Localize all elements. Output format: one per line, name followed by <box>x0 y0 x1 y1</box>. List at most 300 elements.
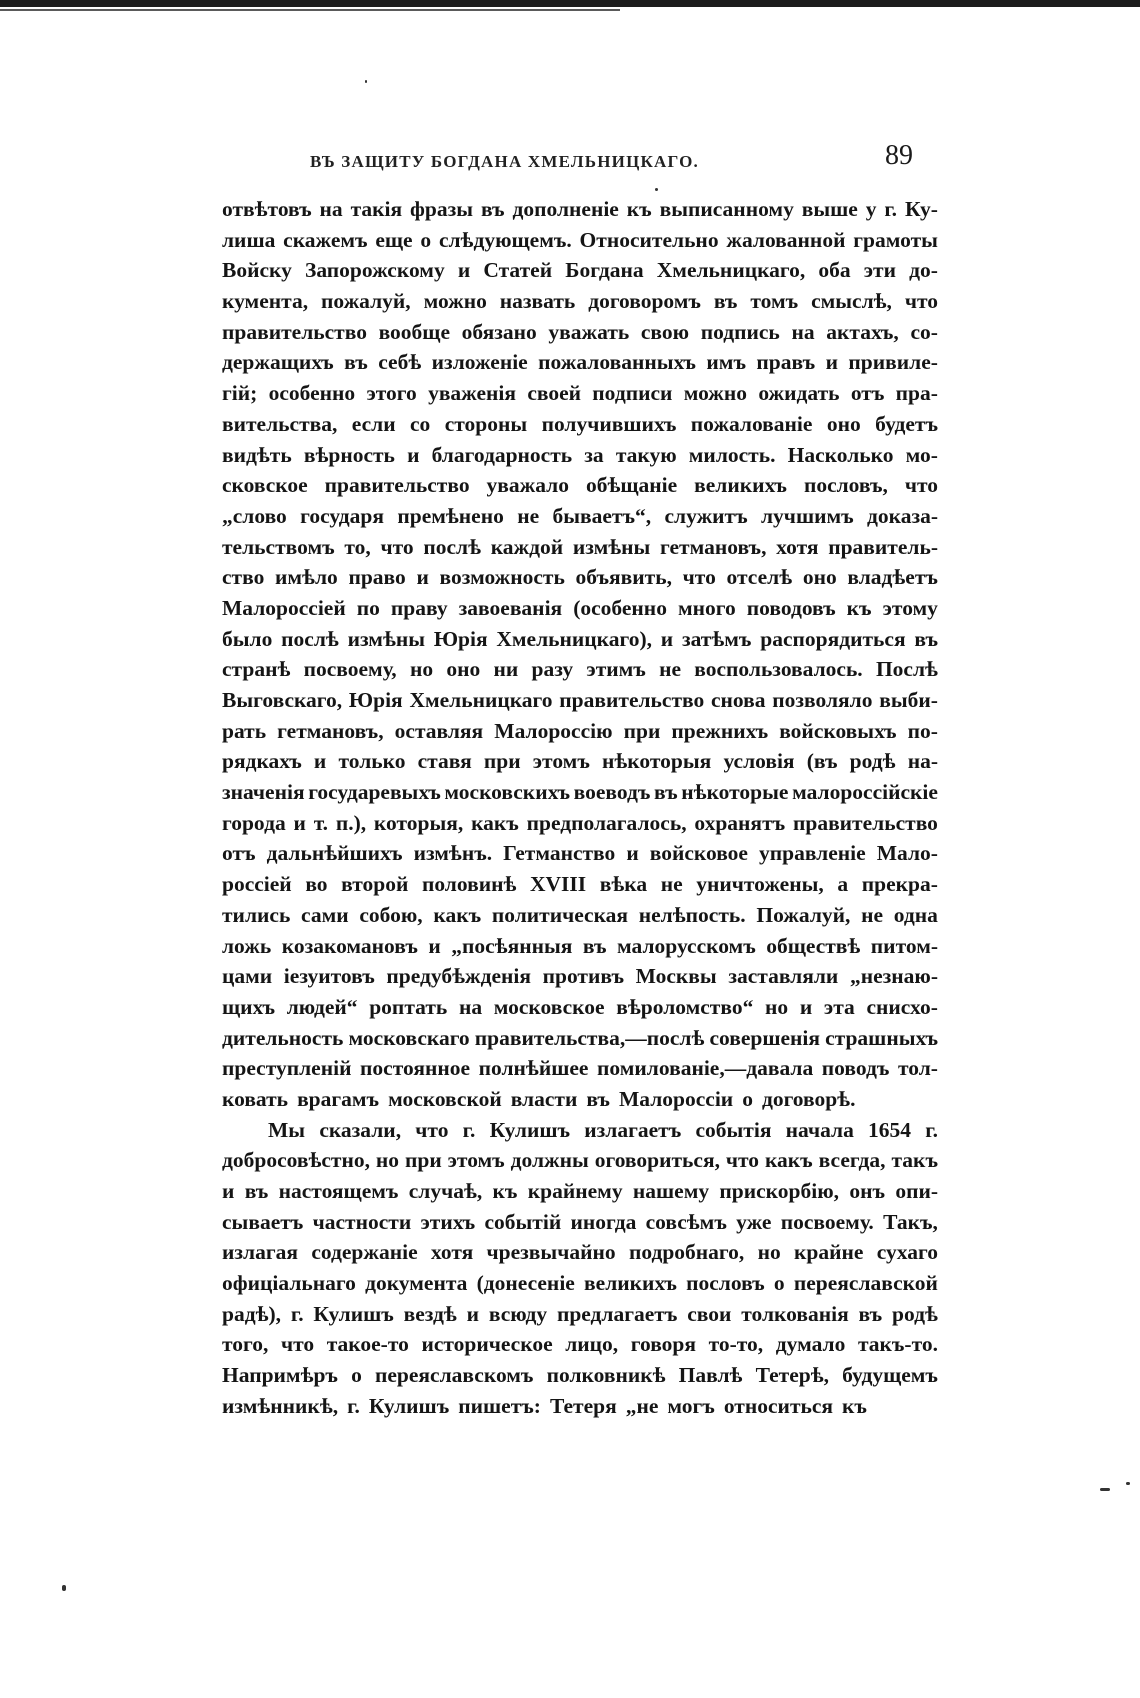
word: Такъ, <box>883 1209 938 1234</box>
word: Мы <box>268 1117 306 1142</box>
word: и <box>407 442 420 467</box>
word: подробнаго, <box>628 1240 745 1265</box>
word: милость. <box>688 442 776 467</box>
word: томъ <box>750 289 799 314</box>
word: Хмельницкаго), <box>496 626 653 651</box>
word: отъ <box>222 841 256 866</box>
word: такъ <box>891 1148 938 1173</box>
word: помилованіе,—давала <box>597 1056 814 1081</box>
word: подписи <box>592 381 673 406</box>
word: фразы <box>410 197 474 221</box>
word: половинѣ <box>421 872 517 897</box>
word: а <box>837 872 849 897</box>
text-line <box>222 532 938 563</box>
word: Малороссіи <box>618 1086 734 1111</box>
text-line <box>222 378 938 409</box>
word: г. <box>925 1117 938 1142</box>
word: пословъ, <box>803 473 888 498</box>
word: Кулишъ <box>313 1301 394 1326</box>
text-line <box>222 1237 938 1268</box>
word: завоеванія <box>458 595 563 620</box>
word: „незнаю- <box>849 964 938 989</box>
word: къ <box>842 1393 867 1418</box>
word: г. <box>347 1393 360 1418</box>
word: къ <box>492 1179 518 1203</box>
word: Богдана <box>565 258 644 283</box>
word: лиша <box>222 227 276 252</box>
word: всегда, <box>818 1148 886 1173</box>
word: Запорожскому <box>304 258 445 283</box>
word: ожидать <box>758 381 840 406</box>
word: о <box>420 227 432 252</box>
word: нашему <box>632 1179 710 1203</box>
word: будущемъ <box>842 1363 938 1388</box>
word: пожалованныхъ <box>538 350 696 375</box>
word: договорѣ. <box>761 1086 856 1111</box>
word: на <box>458 994 483 1019</box>
text-line <box>222 470 938 501</box>
word: и <box>466 1301 480 1326</box>
word: „слово <box>222 503 287 528</box>
word: войсковыхъ <box>779 718 897 743</box>
word: премѣнено <box>397 503 504 528</box>
word: Статей <box>483 258 553 283</box>
word: то-то, <box>708 1332 764 1357</box>
word: Насколько <box>787 442 894 467</box>
word: малорусскомъ <box>617 933 756 958</box>
word: но <box>757 1240 781 1265</box>
word: праву <box>390 595 448 620</box>
text-line <box>222 716 938 747</box>
word: города <box>222 810 286 835</box>
word: такое-то <box>326 1332 409 1357</box>
word: снова <box>711 688 766 712</box>
word: у <box>865 197 877 221</box>
word: предполагалось, <box>526 810 687 835</box>
word: со <box>410 411 431 436</box>
word: выби- <box>879 688 938 712</box>
word: п.), <box>335 810 367 835</box>
word: имѣло <box>275 565 338 590</box>
text-line <box>222 992 938 1023</box>
word: Малороссіей <box>222 595 346 620</box>
word: какъ <box>471 810 519 835</box>
word: рать <box>222 718 267 743</box>
word: о <box>742 1086 753 1111</box>
word: измѣны <box>572 534 651 559</box>
word: дополненіе <box>512 197 619 221</box>
word: что <box>415 1117 449 1142</box>
word: владѣетъ <box>847 565 938 590</box>
word: оставляя <box>394 718 484 743</box>
word: рядкахъ <box>222 749 302 774</box>
text-line <box>222 1391 938 1422</box>
scan-speck <box>655 188 658 191</box>
word: г. <box>884 197 898 221</box>
word: послѣ <box>281 626 339 651</box>
word: прискорбію, <box>719 1179 840 1203</box>
word: скажемъ <box>283 227 368 252</box>
text-line <box>222 1329 938 1360</box>
word: назвать <box>499 289 576 314</box>
word: тились <box>222 902 291 927</box>
word: (донесеніе <box>476 1271 575 1296</box>
word: видѣть <box>222 442 292 467</box>
word: благодарность <box>431 442 573 467</box>
word: вѣрность <box>303 442 395 467</box>
word: грамоты <box>853 227 938 252</box>
word: кумента, <box>222 289 309 314</box>
word: вездѣ <box>403 1301 457 1326</box>
word: сковское <box>222 473 308 498</box>
word: если <box>351 411 396 436</box>
word: и <box>825 350 838 375</box>
word: отвѣтовъ <box>222 197 312 221</box>
word: что <box>725 1148 760 1173</box>
word: значенія <box>222 780 305 805</box>
word: прекра- <box>861 872 938 897</box>
word: великихъ <box>694 473 787 498</box>
word: Тетерѣ, <box>755 1363 829 1388</box>
word: по <box>356 595 380 620</box>
word: послѣ <box>423 534 481 559</box>
word: крайне <box>794 1240 864 1265</box>
word: того, <box>222 1332 269 1357</box>
word: такую <box>615 442 677 467</box>
word: смыслѣ, <box>811 289 892 314</box>
word: историческое <box>421 1332 553 1357</box>
word: въ <box>713 289 738 314</box>
word: не <box>861 902 884 927</box>
word: Послѣ <box>875 657 938 682</box>
word: стороны <box>444 411 528 436</box>
word: прежнихъ <box>671 718 769 743</box>
text-line <box>222 194 938 225</box>
word: россіей <box>222 872 292 897</box>
word: измѣнъ. <box>413 841 493 866</box>
word: мо- <box>905 442 938 467</box>
word: Юрія <box>433 626 488 651</box>
text-line <box>222 255 938 286</box>
word: родѣ <box>891 1301 938 1326</box>
word: объявить, <box>575 565 672 590</box>
text-line <box>222 685 938 716</box>
word: войсковое <box>649 841 748 866</box>
word: оно <box>802 565 837 590</box>
word: въ <box>858 1301 883 1326</box>
word: хотя <box>776 534 819 559</box>
word: уважать <box>548 319 630 344</box>
word: лицо, <box>565 1332 619 1357</box>
word: то, <box>344 534 371 559</box>
word: вѣроломство“ <box>616 994 754 1019</box>
word: правительство <box>222 319 367 344</box>
word: начала <box>785 1117 854 1142</box>
text-line <box>222 838 938 869</box>
word: и <box>799 994 813 1019</box>
word: оба <box>818 258 851 283</box>
word: вообще <box>378 319 451 344</box>
word: что <box>682 565 716 590</box>
word: (въ <box>806 749 838 774</box>
word: крайнему <box>527 1179 623 1203</box>
word: роптать <box>369 994 448 1019</box>
word: оно <box>826 411 861 436</box>
word: всюду <box>488 1301 548 1326</box>
word: поводовъ <box>746 595 836 620</box>
word: и <box>293 810 306 835</box>
top-border-thin-rule <box>0 9 620 11</box>
word: договоромъ <box>588 289 701 314</box>
word: добросовѣстно, <box>222 1148 370 1173</box>
word: такъ-то. <box>857 1332 938 1357</box>
word: офиціальнаго <box>222 1271 356 1296</box>
word: этого <box>366 381 417 406</box>
word: эти <box>863 258 897 283</box>
word: правъ <box>756 350 816 375</box>
word: случаѣ, <box>408 1179 483 1203</box>
word: пословъ <box>686 1271 765 1296</box>
word: пишетъ: <box>458 1393 541 1418</box>
word: правительство <box>792 810 938 835</box>
word: что <box>280 1332 315 1357</box>
word: (особенно <box>573 595 667 620</box>
word: Ку- <box>904 197 938 221</box>
word: толкованія <box>741 1301 849 1326</box>
word: переяславской <box>793 1271 938 1296</box>
text-line <box>222 317 938 348</box>
text-line <box>222 1299 938 1330</box>
word: отъ <box>850 381 885 406</box>
word: уже <box>736 1209 772 1234</box>
text-line <box>222 624 938 655</box>
word: свою <box>640 319 690 344</box>
word: опи- <box>895 1179 938 1203</box>
word: вительства, <box>222 411 338 436</box>
word: второй <box>341 872 409 897</box>
text-line <box>222 1053 938 1084</box>
word: Москвы <box>635 964 717 989</box>
word: измѣнникѣ, <box>222 1393 339 1418</box>
word: ковать <box>222 1086 289 1111</box>
scan-speck <box>365 80 367 83</box>
word: снисхо- <box>866 994 938 1019</box>
word: щихъ <box>222 994 276 1019</box>
word: себѣ <box>378 350 422 375</box>
word: при <box>483 749 521 774</box>
word: лучшимъ <box>761 503 854 528</box>
word: посвоему, <box>303 657 397 682</box>
scan-speck <box>1126 1482 1130 1485</box>
word: жалованной <box>726 227 846 252</box>
word: привиле- <box>848 350 938 375</box>
word: козакомановъ <box>281 933 418 958</box>
word: сказали, <box>319 1117 402 1142</box>
word: Напримѣръ <box>222 1363 338 1388</box>
word: выше <box>801 197 858 221</box>
word: предубѣжденія <box>386 964 531 989</box>
word: въ <box>344 350 368 375</box>
word: чрезвычайно <box>486 1240 616 1265</box>
word: со- <box>910 319 938 344</box>
word: уважало <box>486 473 569 498</box>
word: и <box>222 1179 235 1203</box>
word: могъ <box>667 1393 715 1418</box>
word: къ <box>626 197 652 221</box>
word: какъ <box>433 902 482 927</box>
word: на <box>319 197 343 221</box>
word: служитъ <box>664 503 748 528</box>
text-line <box>222 1145 938 1176</box>
word: Хмельницкаго, <box>656 258 806 283</box>
word: ставя <box>417 749 472 774</box>
word: и <box>416 565 429 590</box>
word: измѣны <box>347 626 426 651</box>
word: но <box>765 994 789 1019</box>
text-line <box>222 1176 938 1207</box>
word: охранятъ <box>694 810 786 835</box>
word: отселѣ <box>726 565 793 590</box>
text-line <box>222 869 938 900</box>
word: еще <box>375 227 413 252</box>
word: затѣмъ <box>681 626 752 651</box>
word: держащихъ <box>222 350 334 375</box>
text-line <box>222 746 938 777</box>
text-line <box>222 440 938 471</box>
text-line <box>222 654 938 685</box>
word: что <box>904 473 938 498</box>
word: за <box>584 442 604 467</box>
word: можно <box>423 289 487 314</box>
word: событія <box>695 1117 772 1142</box>
word: великихъ <box>584 1271 677 1296</box>
word: излагая <box>222 1240 298 1265</box>
word: Павлѣ <box>678 1363 743 1388</box>
word: Пожалуй, <box>756 902 851 927</box>
word: „посѣянныя <box>451 933 573 958</box>
word: нелѣпость. <box>638 902 746 927</box>
text-line <box>222 777 938 808</box>
top-border-rule <box>0 0 1140 7</box>
text-line <box>222 286 938 317</box>
word: правительство <box>324 473 470 498</box>
word: много <box>677 595 736 620</box>
word: настоящемъ <box>278 1179 399 1203</box>
word: онъ <box>849 1179 886 1203</box>
word: г. <box>290 1301 304 1326</box>
word: управленіе <box>759 841 866 866</box>
word: своей <box>527 381 581 406</box>
word: людей“ <box>286 994 358 1019</box>
word: тельствомъ <box>222 534 335 559</box>
word: этомъ <box>447 1148 505 1173</box>
word: постоянное <box>360 1056 471 1081</box>
running-head: ВЪ ЗАЩИТУ БОГДАНА ХМЕЛЬНИЦКАГО. <box>310 152 699 171</box>
word: страшныхъ <box>825 1025 938 1050</box>
word: оно <box>446 657 481 682</box>
word: сываетъ <box>222 1209 304 1234</box>
word: подпись <box>700 319 780 344</box>
word: содержаніе <box>311 1240 418 1265</box>
word: оговориться, <box>594 1148 720 1173</box>
text-line <box>222 347 938 378</box>
body-text <box>222 194 938 1422</box>
word: что <box>380 534 414 559</box>
word: обязано <box>461 319 537 344</box>
word: не <box>660 872 683 897</box>
word: московское <box>493 994 605 1019</box>
word: XVIII <box>529 872 587 897</box>
word: во <box>305 872 328 897</box>
word: уваженія <box>428 381 517 406</box>
text-line <box>222 1268 938 1299</box>
word: одна <box>893 902 938 927</box>
word: въ <box>244 1179 269 1203</box>
word: каждой <box>490 534 564 559</box>
word: доказа- <box>867 503 938 528</box>
word: московской <box>388 1086 502 1111</box>
word: о <box>773 1271 785 1296</box>
word: полковникѣ <box>546 1363 666 1388</box>
word: гетмановъ, <box>277 718 384 743</box>
word: московскаго <box>348 1025 470 1050</box>
word: совершенія <box>709 1025 821 1050</box>
word: воеводъ <box>573 780 651 805</box>
word: московскихъ <box>444 780 571 805</box>
word: выписанному <box>659 197 794 221</box>
word: что <box>904 289 938 314</box>
text-line <box>222 225 938 256</box>
page-number: 89 <box>885 140 913 171</box>
word: при <box>404 1148 442 1173</box>
word: и <box>457 258 471 283</box>
word: Кулишъ <box>368 1393 450 1418</box>
word: Юрія <box>348 688 403 712</box>
word: получившихъ <box>541 411 677 436</box>
word: и <box>626 841 639 866</box>
word: собою, <box>359 902 423 927</box>
word: событій <box>484 1209 562 1234</box>
word: документа <box>365 1271 468 1296</box>
word: гетмановъ, <box>660 534 767 559</box>
text-line <box>222 808 938 839</box>
word: но <box>409 657 434 682</box>
word: особенно <box>268 381 356 406</box>
word: этихъ <box>420 1209 476 1234</box>
word: „не <box>625 1393 659 1418</box>
word: частности <box>312 1209 412 1234</box>
word: посвоему. <box>780 1209 874 1234</box>
word: хотя <box>430 1240 474 1265</box>
text-line <box>222 501 938 532</box>
word: совсѣмъ <box>645 1209 727 1234</box>
word: было <box>222 626 273 651</box>
word: по- <box>907 718 938 743</box>
word: пра- <box>895 381 938 406</box>
word: правитель- <box>828 534 938 559</box>
word: заставляли <box>728 964 839 989</box>
word: гій; <box>222 381 258 406</box>
word: противъ <box>542 964 624 989</box>
text-line <box>222 562 938 593</box>
word: не <box>517 503 540 528</box>
word: слѣдующемъ. <box>438 227 572 252</box>
word: Тетеря <box>549 1393 617 1418</box>
word: преступленій <box>222 1056 352 1081</box>
word: Выговскаго, <box>222 688 343 712</box>
word: полнѣйшее <box>478 1056 589 1081</box>
word: родѣ <box>849 749 896 774</box>
